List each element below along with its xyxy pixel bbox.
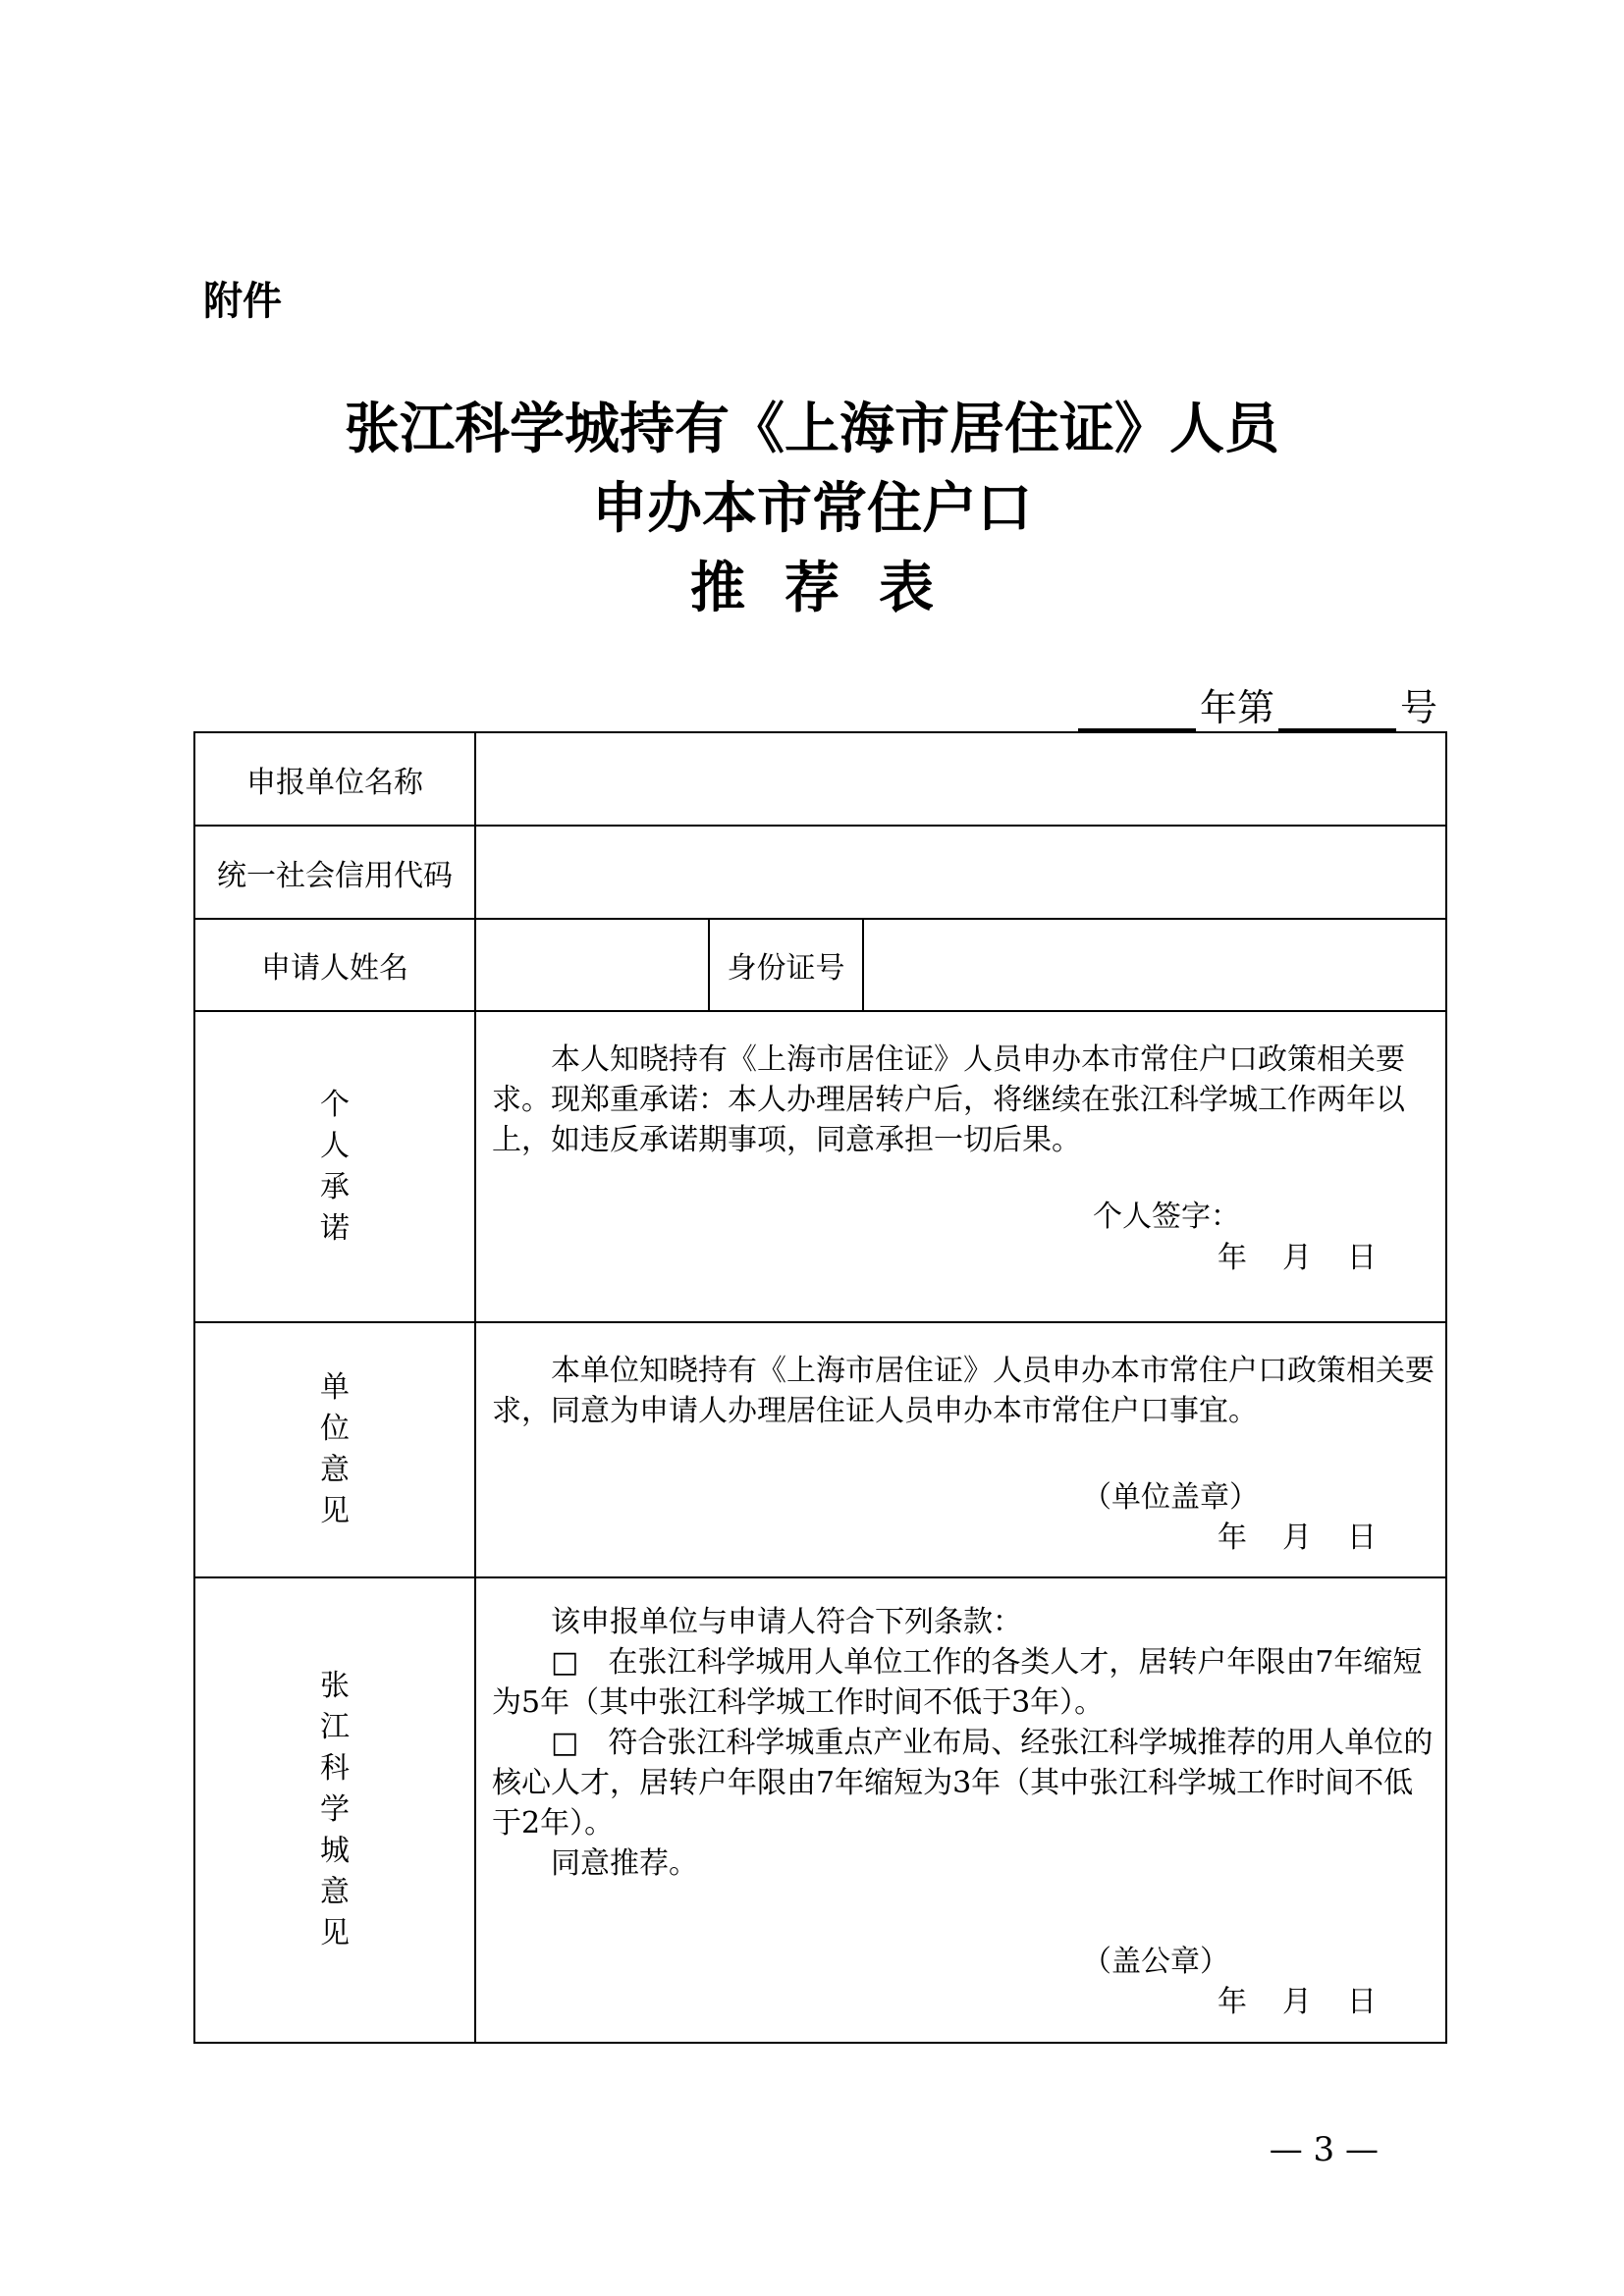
unit-seal-label: （单位盖章）	[1082, 1480, 1259, 1515]
unit-opinion-content	[475, 1322, 1446, 1577]
row-unit-name	[194, 732, 1446, 826]
applicant-name-field[interactable]	[475, 919, 709, 1011]
unit-opinion-text: 本单位知晓持有《上海市居住证》人员申办本市常住户口政策相关要求，同意为申请人办理居住证人员申办本市常住户口事宜。	[492, 1354, 1435, 1428]
id-number-label: 身份证号	[709, 919, 863, 1011]
unit-opinion-label: 单 位 意 见	[194, 1322, 475, 1577]
title-line-3: 推荐表	[690, 557, 973, 620]
personal-pledge-content	[475, 1011, 1446, 1322]
year-blank[interactable]	[1078, 691, 1196, 731]
unit-opinion-date: 年 月 日	[1218, 1521, 1377, 1555]
number-blank[interactable]	[1278, 691, 1396, 731]
row-unit-opinion	[194, 1322, 1446, 1577]
attachment-label: 附件	[203, 279, 282, 324]
number-label: 号	[1399, 686, 1437, 729]
zj-item-1[interactable]: □ 在张江科学城用人单位工作的各类人才，居转户年限由7年缩短为5年（其中张江科学城工作时间不低于3年）。	[492, 1645, 1423, 1720]
zj-agree-text: 同意推荐。	[551, 1846, 698, 1881]
year-label: 年第	[1199, 686, 1274, 729]
unit-name-label: 申报单位名称	[194, 732, 475, 826]
row-personal-pledge	[194, 1011, 1446, 1322]
recommendation-form	[193, 731, 1447, 2044]
zj-opinion-content	[475, 1577, 1446, 2043]
personal-signature-label: 个人签字：	[1093, 1200, 1240, 1234]
zj-item-2[interactable]: □ 符合张江科学城重点产业布局、经张江科学城推荐的用人单位的核心人才，居转户年限由7年缩短为3年（其中张江科学城工作时间不低于2年）。	[492, 1726, 1434, 1841]
zj-opinion-label: 张 江 科 学 城 意 见	[194, 1577, 475, 2043]
title-line-2: 申办本市常住户口	[592, 477, 1032, 541]
page-number: — 3 —	[1269, 2130, 1379, 2169]
title-line-1: 张江科学城持有《上海市居住证》人员	[345, 398, 1279, 461]
zj-opinion-date: 年 月 日	[1218, 1985, 1377, 2019]
row-applicant	[194, 919, 1446, 1011]
id-number-field[interactable]	[863, 919, 1446, 1011]
applicant-name-label: 申请人姓名	[194, 919, 475, 1011]
credit-code-label: 统一社会信用代码	[194, 826, 475, 919]
personal-pledge-label: 个 人 承 诺	[194, 1011, 475, 1322]
credit-code-field[interactable]	[475, 826, 1446, 919]
pledge-date: 年 月 日	[1218, 1241, 1377, 1275]
row-zj-opinion	[194, 1577, 1446, 2043]
zj-seal-label: （盖公章）	[1082, 1945, 1229, 1979]
document-number-line	[1074, 677, 1437, 731]
zj-intro-text: 该申报单位与申请人符合下列条款：	[551, 1605, 1022, 1639]
pledge-text: 本人知晓持有《上海市居住证》人员申办本市常住户口政策相关要求。现郑重承诺：本人办理居转户后，将继续在张江科学城工作两年以上，如违反承诺期事项，同意承担一切后果。	[492, 1042, 1405, 1157]
unit-name-field[interactable]	[475, 732, 1446, 826]
row-credit-code	[194, 826, 1446, 919]
